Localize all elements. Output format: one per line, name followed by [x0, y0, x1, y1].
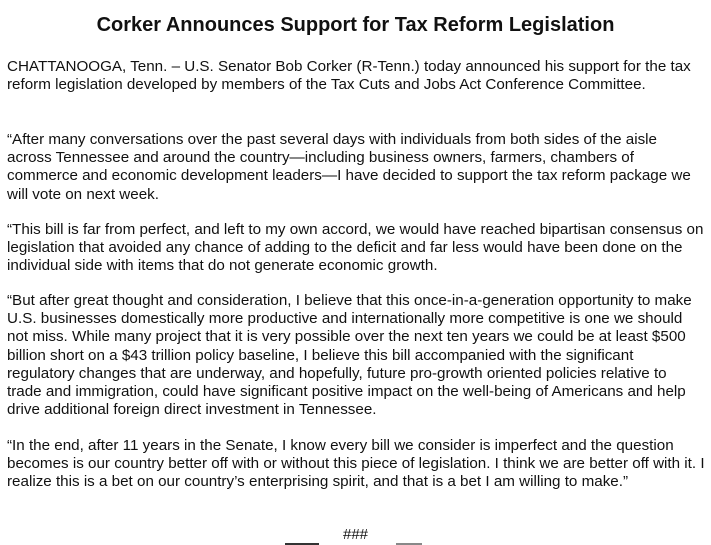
page-title: Corker Announces Support for Tax Reform Legislation: [96, 14, 615, 36]
end-mark: ###: [342, 526, 369, 543]
quote-paragraph-2: “This bill is far from perfect, and left to my own accord, we would have reached bipartisan consensus on legislation that avoided any chance of adding to the deficit and far less would have been done on the individual side with items that do not generate economic growth.: [7, 221, 704, 275]
quote-paragraph-4: “In the end, after 11 years in the Senate, I know every bill we consider is imperfect and the question becomes is our country better off with or without this piece of legislation. I think we are better off with it. I realize this is a bet on our country’s enterprising spirit, and that is a bet I am willing to make.”: [7, 437, 705, 491]
quote-paragraph-1: “After many conversations over the past several days with individuals from both sides of the aisle across Tennessee and around the country—including business owners, farmers, chambers of commerce and economic development leaders—I have decided to support the tax reform package we will vote on next week.: [7, 131, 691, 203]
dateline-paragraph: CHATTANOOGA, Tenn. – U.S. Senator Bob Corker (R-Tenn.) today announced his support for the tax reform legislation developed by members of the Tax Cuts and Jobs Act Conference Committee.: [7, 58, 691, 94]
quote-paragraph-3: “But after great thought and consideration, I believe that this once-in-a-generation opportunity to make U.S. businesses domestically more productive and internationally more competitive is one we should not miss. While many project that it is very possible over the next ten years we could be at least $500 billion short on a $43 trillion policy baseline, I believe this bill accompanied with the significant regulatory changes that are underway, and hopefully, future pro-growth oriented policies relative to trade and immigration, could have significant positive impact on the well-being of Americans and help drive additional foreign direct investment in Tennessee.: [7, 292, 692, 419]
